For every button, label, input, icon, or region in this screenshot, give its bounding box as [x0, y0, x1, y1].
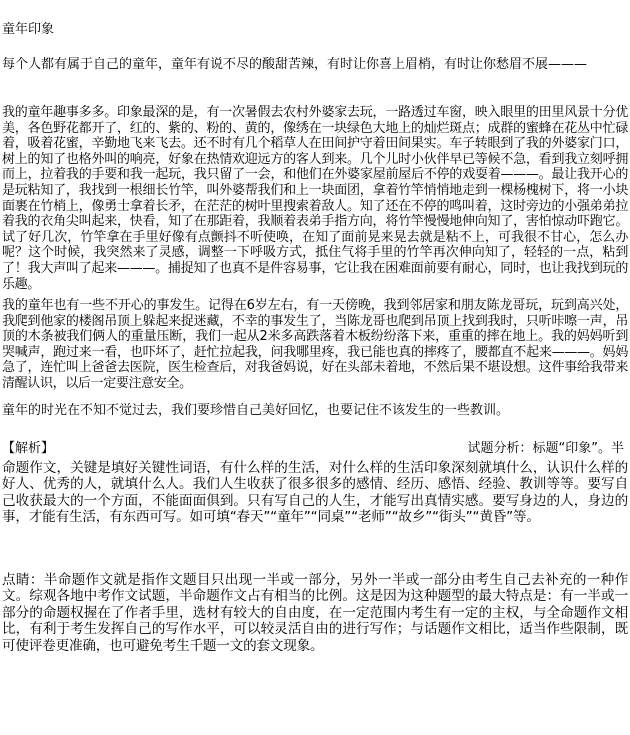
essay-paragraph-conclusion: 童年的时光在不知不觉过去，我们要珍惜自己美好回忆，也要记住不该发生的一些教训。 — [2, 403, 510, 418]
essay-title: 童年印象 — [2, 22, 55, 37]
analysis-label: 【解析】 — [2, 441, 55, 456]
essay-paragraph-unhappy: 我的童年也有一些不开心的事发生。记得在6岁左右，有一天傍晚，我到邻居家和朋友陈龙哥玩，玩到高兴处，我爬到他家的楼阁吊顶上躲起来捉迷藏，不幸的事发生了，当陈龙哥也爬到吊顶上找到我时，只听咔嚓一声，吊顶的木条被我们俩人的重量压断，我们一起从2米多高跌落着木板纷纷落下来，重重的摔在地上。我的妈妈听到哭喊声，跑过来一看，也吓坏了，赶忙拉起我，问我哪里疼，我已能也真的摔疼了，腰都直不起来———。妈妈急了，连忙叫上爸爸去医院，医生检查后，对我爸妈说，好在头部未着地，不然后果不堪设想。这件事给我带来清醒认识，以后一定要注意安全。 — [2, 298, 628, 391]
analysis-body: 命题作文，关键是填好关键性词语，有什么样的生活，对什么样的生活印象深刻就填什么，认识什么样的好人、优秀的人，就填什么人。我们人生收获了很多很多的感情、经历、感悟、经验、教训等等。要写自己收获最大的一个方面，不能面面俱到。只有写自己的人生，才能写出真情实感。要写身边的人，身边的事，才能有生活，有东西可写。如可填“春天”“童年”“同桌”“老师”“故乡”“街头”“黄昏”等。 — [2, 460, 628, 526]
essay-paragraph-fun: 我的童年趣事多多。印象最深的是，有一次暑假去农村外婆家去玩，一路透过车窗，映入眼里的田里风景十分优美，各色野花都开了，红的、紫的、粉的、黄的，像绣在一块绿色大地上的灿烂斑点；成群的蜜蜂在花丛中忙碌着，吸着花蜜，辛勤地飞来飞去。还不时有几个稻草人在田间护守着田间果实。车子转眼到了我的外婆家门口，树上的知了也格外叫的响亮，好象在热情欢迎远方的客人到来。几个儿时小伙伴早已等候不急，看到我立刻呼拥而上，拉着我的手要和我一起玩，我只留了一会，和他们在外婆家屋前屋后不停的戏耍着———。最让我开心的是玩粘知了，我找到一根细长竹竿，叫外婆帮我们和上一块面团，拿着竹竿悄悄地走到一棵杨槐树下，将一小块面裹在竹梢上，像勇士拿着长矛，在茫茫的树叶里搜索着敌人。知了还在不停的鸣叫着，这时旁边的小强弟弟拉着我的衣角尖叫起来，快看，知了在那距着，我顺着表弟手指方向，将竹竿慢慢地伸向知了，害怕惊动吓跑它。试了好几次，竹竿拿在手里好像有点颤抖不听使唤，在知了面前晃来晃去就是粘不上，可我很不甘心，怎么办呢？这个时候，我突然来了灵感，调整一下呼吸方式，抵住气将手里的竹竿再次伸向知了，轻轻的一点，粘到了！我大声叫了起来———。捕捉知了也真不是件容易事，它让我在困难面前要有耐心，同时，也让我找到玩的乐趣。 — [2, 105, 628, 292]
essay-paragraph-intro: 每个人都有属于自己的童年，童年有说不尽的酸甜苦辣，有时让你喜上眉梢，有时让你愁眉不展——— — [2, 57, 588, 72]
analysis-comment: 点睛：半命题作文就是指作文题目只出现一半或一部分，另外一半或一部分由考生自己去补充的一种作文。综观各地中考作文试题，半命题作文占有相当的比例。这是因为这种题型的最大特点是：有一半或一部分的命题权握在了作者手里，选材有较大的自由度，在一定范围内考生有一定的主权，与全命题作文相比，有利于考生发挥自己的写作水平，可以较灵活自由的进行写作；与话题作文相比，适当作些限制，既可使评卷更准确，也可避免考生千题一文的套文现象。 — [2, 572, 628, 654]
analysis-heading: 试题分析：标题“印象”。半 — [467, 441, 624, 456]
